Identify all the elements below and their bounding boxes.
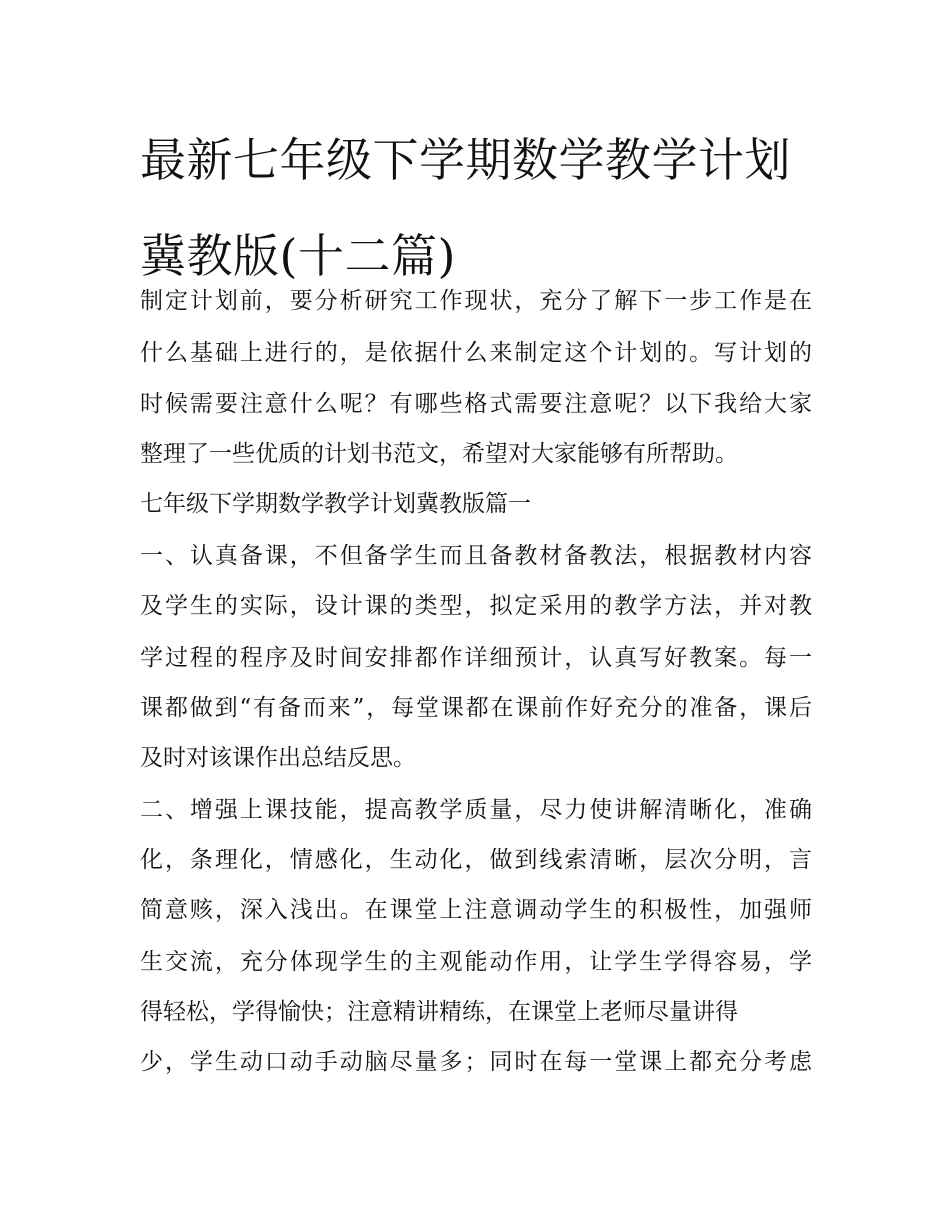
paragraph-line: 什么基础上进行的，是依据什么来制定这个计划的。写计划的 xyxy=(140,340,812,366)
paragraph-line: 二、增强上课技能，提高教学质量，尽力使讲解清晰化，准确 xyxy=(140,797,812,823)
paragraph-line: 少，学生动口动手动脑尽量多；同时在每一堂课上都充分考虑 xyxy=(140,1049,812,1075)
paragraph-line: 化，条理化，情感化，生动化，做到线索清晰，层次分明，言 xyxy=(140,847,812,873)
document-title: 最新七年级下学期数学教学计划冀教版(十二篇) xyxy=(140,133,791,283)
paragraph-line: 学过程的程序及时间安排都作详细预计，认真写好教案。每一 xyxy=(140,645,812,671)
paragraph-line: 整理了一些优质的计划书范文，希望对大家能够有所帮助。 xyxy=(140,441,738,467)
paragraph-line: 课都做到“有备而来”，每堂课都在课前作好充分的准备，课后 xyxy=(140,695,812,721)
paragraph-line: 七年级下学期数学教学计划冀教版篇一 xyxy=(140,491,531,517)
paragraph-line: 生交流，充分体现学生的主观能动作用，让学生学得容易，学 xyxy=(140,949,812,975)
paragraph-line: 简意赅，深入浅出。在课堂上注意调动学生的积极性，加强师 xyxy=(140,897,812,923)
paragraph-line: 时候需要注意什么呢？有哪些格式需要注意呢？以下我给大家 xyxy=(140,391,812,417)
paragraph-line: 制定计划前，要分析研究工作现状，充分了解下一步工作是在 xyxy=(140,288,812,314)
paragraph-line: 及时对该课作出总结反思。 xyxy=(140,745,416,771)
paragraph-line: 一、认真备课，不但备学生而且备教材备教法，根据教材内容 xyxy=(140,543,812,569)
paragraph-line: 及学生的实际，设计课的类型，拟定采用的教学方法，并对教 xyxy=(140,593,812,619)
paragraph-line: 得轻松，学得愉快；注意精讲精练，在课堂上老师尽量讲得 xyxy=(140,999,738,1025)
